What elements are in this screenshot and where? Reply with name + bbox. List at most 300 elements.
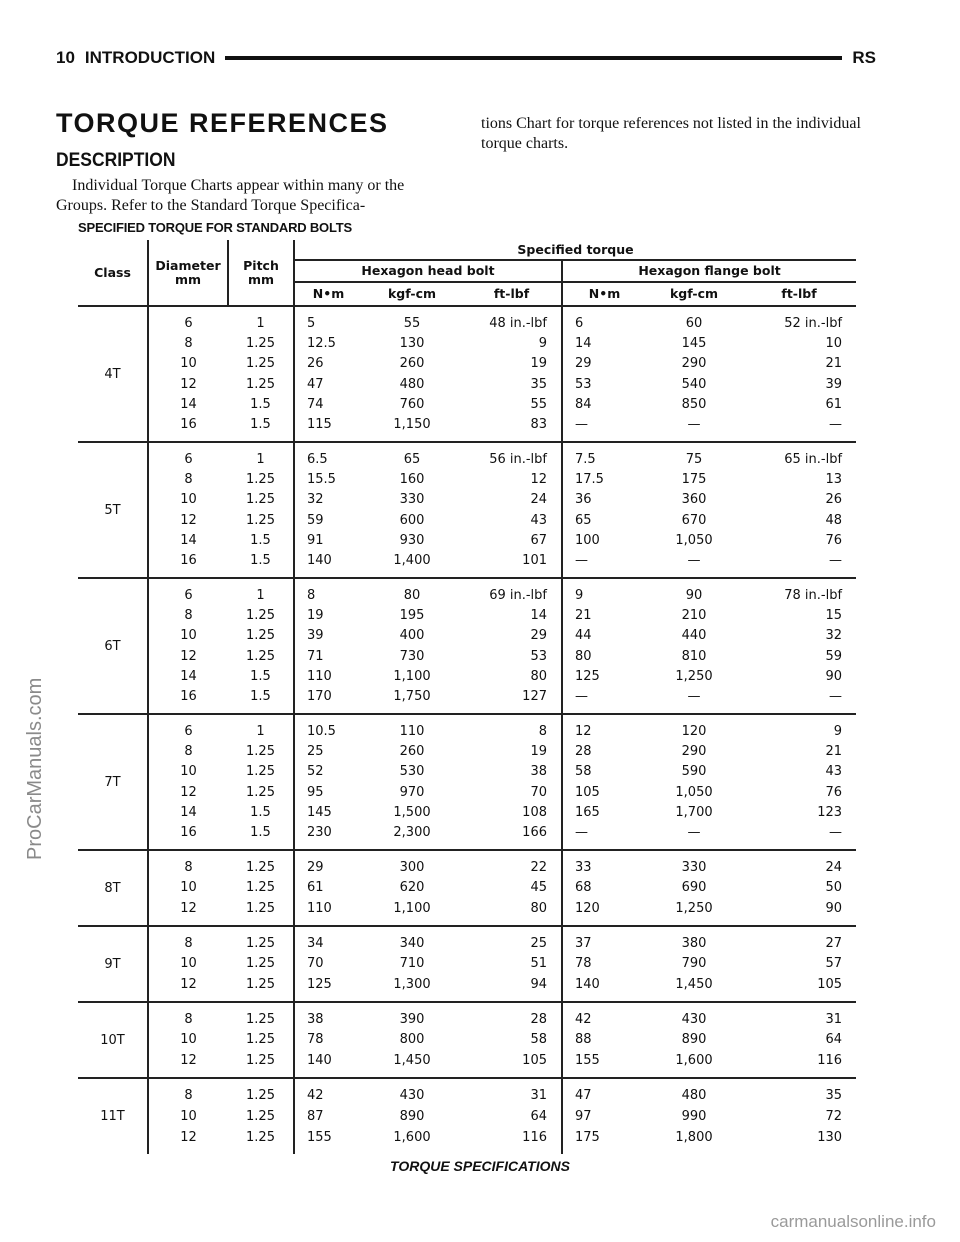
- head-nm-value: 10.5: [307, 723, 336, 739]
- watermark-bottom: carmanualsonline.info: [770, 1212, 936, 1231]
- flange-kgf-value: 90: [685, 587, 703, 603]
- diameter-value: 10: [180, 1032, 197, 1048]
- pitch-value: 1: [256, 587, 265, 603]
- flange-kgf-value: 1,250: [675, 668, 713, 684]
- flange-nm-value: —: [575, 825, 588, 841]
- flange-nm-value: 21: [575, 607, 592, 623]
- head-nm-value: 19: [307, 607, 324, 623]
- flange-nm-value: 14: [575, 335, 592, 351]
- pitch-value: 1.25: [246, 956, 275, 972]
- flange-ftlbf-value: 59: [825, 648, 843, 664]
- flange-kgf-value: 380: [681, 935, 707, 951]
- pitch-value: 1.5: [250, 825, 271, 841]
- head-ftlbf-value: 58: [530, 1032, 547, 1048]
- chart-title: SPECIFIED TORQUE FOR STANDARD BOLTS: [78, 220, 352, 235]
- head-ftlbf-value: 31: [530, 1088, 547, 1103]
- flange-nm-value: 33: [575, 859, 592, 875]
- header-head-nm: N•m: [294, 282, 362, 306]
- flange-ftlbf-value: —: [829, 825, 843, 841]
- flange-kgf-value: 540: [681, 376, 707, 392]
- flange-nm-value: —: [575, 689, 588, 705]
- head-ftlbf-cell: [462, 850, 562, 926]
- head-nm-value: 170: [307, 689, 332, 705]
- torque-class-group: [78, 578, 856, 714]
- flange-kgf-value: 590: [681, 764, 707, 780]
- head-kgf-value: 930: [399, 532, 425, 548]
- diameter-value: 14: [180, 532, 197, 548]
- head-ftlbf-value: 108: [522, 804, 547, 820]
- page-title: TORQUE REFERENCES: [56, 108, 389, 138]
- pitch-value: 1.25: [246, 471, 275, 487]
- head-kgf-value: 530: [399, 764, 425, 780]
- flange-nm-cell: [562, 926, 646, 1002]
- head-kgf-value: 2,300: [393, 825, 431, 841]
- flange-kgf-cell: [646, 1078, 742, 1154]
- flange-kgf-value: 1,250: [675, 901, 713, 917]
- header-hexagon-flange-bolt: Hexagon flange bolt: [562, 260, 856, 282]
- pitch-value: 1.25: [246, 743, 275, 759]
- head-nm-value: 140: [307, 1053, 332, 1069]
- flange-nm-cell: [562, 1002, 646, 1078]
- flange-kgf-cell: [646, 578, 742, 714]
- flange-ftlbf-value: 130: [817, 1130, 843, 1145]
- head-kgf-value: 760: [399, 396, 425, 412]
- head-ftlbf-value: 9: [538, 335, 547, 351]
- pitch-value: 1.5: [250, 668, 271, 684]
- flange-kgf-value: 290: [681, 743, 707, 759]
- head-nm-cell: [294, 1002, 362, 1078]
- head-nm-value: 71: [307, 648, 324, 664]
- diameter-cell: [148, 442, 228, 578]
- flange-ftlbf-value: 9: [833, 723, 843, 739]
- flange-nm-value: 47: [575, 1088, 592, 1103]
- flange-nm-value: 120: [575, 901, 600, 917]
- diameter-value: 8: [184, 1011, 193, 1027]
- flange-nm-value: 105: [575, 784, 600, 800]
- flange-ftlbf-cell: [742, 850, 856, 926]
- head-nm-value: 8: [307, 587, 316, 603]
- pitch-cell: [228, 1078, 294, 1154]
- head-nm-value: 32: [307, 492, 324, 508]
- flange-nm-value: 125: [575, 668, 600, 684]
- flange-nm-value: 44: [575, 628, 592, 644]
- torque-class-group: [78, 714, 856, 850]
- flange-kgf-value: 145: [681, 335, 707, 351]
- head-kgf-cell: [362, 442, 462, 578]
- head-ftlbf-value: 38: [530, 764, 547, 780]
- pitch-value: 1.25: [246, 784, 275, 800]
- head-nm-value: 34: [307, 935, 324, 951]
- head-nm-value: 115: [307, 417, 332, 433]
- head-ftlbf-value: 67: [530, 532, 547, 548]
- flange-ftlbf-value: 26: [825, 492, 843, 508]
- head-kgf-value: 430: [399, 1088, 425, 1103]
- flange-ftlbf-value: 65 in.-lbf: [784, 451, 843, 467]
- torque-class-group: [78, 442, 856, 578]
- head-ftlbf-cell: [462, 714, 562, 850]
- flange-kgf-value: 690: [681, 880, 707, 896]
- flange-nm-value: 88: [575, 1032, 592, 1048]
- pitch-value: 1.25: [246, 977, 275, 993]
- flange-nm-value: 65: [575, 512, 592, 528]
- flange-nm-value: 42: [575, 1011, 592, 1027]
- head-nm-value: 59: [307, 512, 324, 528]
- head-kgf-value: 260: [399, 356, 425, 372]
- diameter-value: 14: [180, 668, 197, 684]
- flange-nm-value: 53: [575, 376, 592, 392]
- head-ftlbf-value: 116: [522, 1130, 547, 1145]
- flange-kgf-value: 1,050: [675, 532, 713, 548]
- header-flange-ftlbf: ft-lbf: [742, 282, 856, 306]
- head-ftlbf-value: 69 in.-lbf: [489, 587, 547, 603]
- head-kgf-value: 1,400: [393, 553, 431, 569]
- flange-kgf-value: 1,700: [675, 804, 713, 820]
- diameter-cell: [148, 850, 228, 926]
- flange-nm-value: 100: [575, 532, 600, 548]
- head-ftlbf-value: 101: [522, 553, 547, 569]
- pitch-value: 1.25: [246, 492, 275, 508]
- flange-kgf-value: 290: [681, 356, 707, 372]
- head-kgf-value: 480: [399, 376, 425, 392]
- diameter-value: 12: [180, 376, 197, 392]
- flange-nm-value: 7.5: [575, 451, 596, 467]
- class-label: 7T: [78, 714, 148, 850]
- diameter-value: 6: [184, 451, 193, 467]
- head-kgf-cell: [362, 714, 462, 850]
- flange-ftlbf-value: 72: [825, 1109, 843, 1124]
- diameter-value: 12: [180, 977, 197, 993]
- head-ftlbf-value: 127: [522, 689, 547, 705]
- head-nm-cell: [294, 850, 362, 926]
- head-kgf-value: 1,150: [393, 417, 431, 433]
- head-ftlbf-value: 53: [530, 648, 547, 664]
- head-ftlbf-value: 48 in.-lbf: [489, 315, 547, 331]
- flange-kgf-value: 1,450: [675, 977, 713, 993]
- head-nm-value: 70: [307, 956, 324, 972]
- head-ftlbf-value: 24: [530, 492, 547, 508]
- head-kgf-value: 400: [399, 628, 425, 644]
- flange-nm-value: 78: [575, 956, 592, 972]
- flange-nm-value: —: [575, 553, 588, 569]
- flange-ftlbf-value: 90: [825, 901, 843, 917]
- flange-ftlbf-value: 21: [825, 356, 843, 372]
- diameter-value: 10: [180, 356, 197, 372]
- class-label: 11T: [78, 1078, 148, 1154]
- header-head-kgf: kgf-cm: [362, 282, 462, 306]
- head-nm-cell: [294, 714, 362, 850]
- flange-nm-cell: [562, 306, 646, 442]
- flange-nm-value: 6: [575, 315, 584, 331]
- head-nm-value: 78: [307, 1032, 324, 1048]
- header-pitch: Pitch mm: [228, 240, 294, 306]
- head-nm-cell: [294, 578, 362, 714]
- diameter-value: 8: [184, 1088, 193, 1103]
- flange-kgf-cell: [646, 442, 742, 578]
- head-ftlbf-value: 25: [530, 935, 547, 951]
- flange-kgf-value: 810: [681, 648, 707, 664]
- flange-ftlbf-value: 24: [825, 859, 843, 875]
- header-diameter: Diameter mm: [148, 240, 228, 306]
- torque-class-group: [78, 850, 856, 926]
- head-nm-value: 42: [307, 1088, 324, 1103]
- flange-kgf-value: 890: [681, 1032, 707, 1048]
- body-paragraph-left: [56, 176, 451, 216]
- flange-ftlbf-cell: [742, 306, 856, 442]
- pitch-cell: [228, 1002, 294, 1078]
- diameter-cell: [148, 926, 228, 1002]
- flange-ftlbf-value: —: [829, 689, 843, 705]
- pitch-value: 1.25: [246, 1109, 275, 1124]
- head-ftlbf-value: 94: [530, 977, 547, 993]
- diameter-value: 8: [184, 607, 193, 623]
- watermark-left-text: ProCarManuals.com: [24, 677, 46, 860]
- flange-nm-value: 37: [575, 935, 592, 951]
- section-title: INTRODUCTION: [84, 48, 216, 67]
- head-ftlbf-value: 56 in.-lbf: [489, 451, 547, 467]
- header-rule: [225, 56, 842, 60]
- pitch-cell: [228, 714, 294, 850]
- flange-ftlbf-value: 116: [817, 1053, 843, 1069]
- pitch-value: 1.5: [250, 396, 271, 412]
- diameter-value: 10: [180, 492, 197, 508]
- flange-kgf-value: 1,600: [675, 1053, 713, 1069]
- section-code: RS: [852, 48, 876, 67]
- head-ftlbf-value: 28: [530, 1011, 547, 1027]
- head-ftlbf-cell: [462, 926, 562, 1002]
- head-nm-cell: [294, 926, 362, 1002]
- head-nm-value: 95: [307, 784, 324, 800]
- diameter-value: 12: [180, 1130, 197, 1145]
- pitch-cell: [228, 926, 294, 1002]
- pitch-value: 1.25: [246, 880, 275, 896]
- head-kgf-value: 300: [399, 859, 425, 875]
- head-nm-value: 15.5: [307, 471, 336, 487]
- pitch-value: 1.25: [246, 356, 275, 372]
- flange-nm-value: 165: [575, 804, 600, 820]
- flange-kgf-value: 1,050: [675, 784, 713, 800]
- head-ftlbf-value: 83: [530, 417, 547, 433]
- head-nm-value: 26: [307, 356, 324, 372]
- head-nm-value: 110: [307, 901, 332, 917]
- head-ftlbf-value: 14: [530, 607, 547, 623]
- head-ftlbf-value: 55: [530, 396, 547, 412]
- diameter-value: 12: [180, 1053, 197, 1069]
- head-kgf-value: 620: [399, 880, 425, 896]
- class-label: 6T: [78, 578, 148, 714]
- flange-ftlbf-value: 31: [825, 1011, 843, 1027]
- head-kgf-value: 1,100: [393, 668, 431, 684]
- torque-table: [78, 240, 856, 1154]
- head-ftlbf-cell: [462, 1002, 562, 1078]
- header-specified-torque: Specified torque: [294, 240, 856, 260]
- head-kgf-value: 710: [399, 956, 425, 972]
- flange-ftlbf-cell: [742, 1002, 856, 1078]
- flange-nm-value: 84: [575, 396, 592, 412]
- head-nm-cell: [294, 306, 362, 442]
- pitch-value: 1.25: [246, 512, 275, 528]
- head-ftlbf-value: 22: [530, 859, 547, 875]
- head-kgf-value: 1,500: [393, 804, 431, 820]
- flange-nm-cell: [562, 1078, 646, 1154]
- flange-ftlbf-value: 15: [825, 607, 843, 623]
- flange-nm-value: 58: [575, 764, 592, 780]
- head-nm-cell: [294, 1078, 362, 1154]
- head-kgf-value: 330: [399, 492, 425, 508]
- flange-nm-value: 68: [575, 880, 592, 896]
- pitch-value: 1.25: [246, 376, 275, 392]
- diameter-value: 16: [180, 825, 197, 841]
- head-kgf-value: 1,100: [393, 901, 431, 917]
- flange-kgf-value: 330: [681, 859, 707, 875]
- head-kgf-value: 1,300: [393, 977, 431, 993]
- pitch-cell: [228, 306, 294, 442]
- page-header: [56, 44, 876, 72]
- flange-nm-cell: [562, 578, 646, 714]
- head-ftlbf-value: 64: [530, 1109, 547, 1124]
- head-kgf-value: 195: [399, 607, 425, 623]
- head-nm-value: 87: [307, 1109, 324, 1124]
- flange-kgf-value: 75: [685, 451, 703, 467]
- head-kgf-cell: [362, 1002, 462, 1078]
- pitch-value: 1.25: [246, 1053, 275, 1069]
- flange-ftlbf-cell: [742, 578, 856, 714]
- head-nm-value: 38: [307, 1011, 324, 1027]
- head-kgf-value: 110: [399, 723, 425, 739]
- head-kgf-value: 260: [399, 743, 425, 759]
- flange-nm-value: 175: [575, 1130, 600, 1145]
- flange-kgf-cell: [646, 306, 742, 442]
- diameter-cell: [148, 578, 228, 714]
- head-kgf-value: 730: [399, 648, 425, 664]
- flange-ftlbf-value: 50: [825, 880, 843, 896]
- head-ftlbf-value: 19: [530, 356, 547, 372]
- flange-ftlbf-value: 39: [825, 376, 843, 392]
- flange-kgf-value: 210: [681, 607, 707, 623]
- flange-kgf-value: 440: [681, 628, 707, 644]
- flange-nm-value: 155: [575, 1053, 600, 1069]
- flange-ftlbf-cell: [742, 1078, 856, 1154]
- flange-nm-value: 97: [575, 1109, 592, 1124]
- header-head-ftlbf: ft-lbf: [462, 282, 562, 306]
- pitch-cell: [228, 850, 294, 926]
- torque-class-group: [78, 1078, 856, 1154]
- torque-table-body: [78, 306, 856, 1154]
- head-ftlbf-value: 166: [522, 825, 547, 841]
- diameter-cell: [148, 306, 228, 442]
- class-label: 10T: [78, 1002, 148, 1078]
- flange-nm-value: 140: [575, 977, 600, 993]
- head-kgf-cell: [362, 926, 462, 1002]
- flange-nm-value: 28: [575, 743, 592, 759]
- diameter-cell: [148, 714, 228, 850]
- head-ftlbf-cell: [462, 1078, 562, 1154]
- header-flange-kgf: kgf-cm: [646, 282, 742, 306]
- pitch-cell: [228, 442, 294, 578]
- flange-ftlbf-value: 76: [825, 784, 843, 800]
- flange-nm-cell: [562, 442, 646, 578]
- diameter-value: 12: [180, 512, 197, 528]
- diameter-value: 10: [180, 1109, 197, 1124]
- diameter-value: 16: [180, 553, 197, 569]
- flange-kgf-value: 480: [681, 1088, 707, 1103]
- flange-ftlbf-value: 90: [825, 668, 843, 684]
- torque-class-group: [78, 306, 856, 442]
- pitch-value: 1: [256, 723, 265, 739]
- head-ftlbf-cell: [462, 306, 562, 442]
- flange-ftlbf-cell: [742, 714, 856, 850]
- flange-ftlbf-cell: [742, 926, 856, 1002]
- flange-nm-value: 9: [575, 587, 584, 603]
- diameter-value: 12: [180, 648, 197, 664]
- head-kgf-value: 80: [403, 587, 421, 603]
- head-ftlbf-value: 35: [530, 376, 547, 392]
- diameter-value: 14: [180, 396, 197, 412]
- head-nm-value: 39: [307, 628, 324, 644]
- head-ftlbf-value: 51: [530, 956, 547, 972]
- flange-ftlbf-value: 123: [817, 804, 843, 820]
- head-kgf-value: 55: [403, 315, 421, 331]
- head-ftlbf-value: 105: [522, 1053, 547, 1069]
- diameter-value: 12: [180, 784, 197, 800]
- pitch-value: 1.5: [250, 532, 271, 548]
- head-kgf-cell: [362, 1078, 462, 1154]
- head-nm-value: 25: [307, 743, 324, 759]
- diameter-cell: [148, 1078, 228, 1154]
- class-label: 8T: [78, 850, 148, 926]
- head-ftlbf-value: 29: [530, 628, 547, 644]
- head-ftlbf-value: 45: [530, 880, 547, 896]
- header-hexagon-head-bolt: Hexagon head bolt: [294, 260, 562, 282]
- flange-ftlbf-value: 32: [825, 628, 843, 644]
- head-nm-cell: [294, 442, 362, 578]
- head-nm-value: 110: [307, 668, 332, 684]
- head-ftlbf-value: 8: [538, 723, 547, 739]
- head-kgf-value: 160: [399, 471, 425, 487]
- head-nm-value: 5: [307, 315, 316, 331]
- flange-ftlbf-value: 35: [825, 1088, 843, 1103]
- pitch-value: 1: [256, 451, 265, 467]
- diameter-value: 8: [184, 743, 193, 759]
- head-kgf-cell: [362, 578, 462, 714]
- diameter-value: 10: [180, 956, 197, 972]
- body-paragraph-right: tions Chart for torque references not listed in the individual torque charts.: [481, 115, 861, 152]
- class-label: 5T: [78, 442, 148, 578]
- head-nm-value: 230: [307, 825, 332, 841]
- header-flange-nm: N•m: [562, 282, 646, 306]
- flange-ftlbf-value: 21: [825, 743, 843, 759]
- pitch-value: 1.5: [250, 689, 271, 705]
- flange-nm-value: 36: [575, 492, 592, 508]
- diameter-value: 8: [184, 471, 193, 487]
- flange-kgf-value: 990: [681, 1109, 707, 1124]
- flange-ftlbf-cell: [742, 442, 856, 578]
- head-nm-value: 155: [307, 1130, 332, 1145]
- flange-ftlbf-value: 52 in.-lbf: [784, 315, 843, 331]
- flange-kgf-value: —: [687, 689, 701, 705]
- torque-class-group: [78, 1002, 856, 1078]
- head-kgf-value: 65: [403, 451, 421, 467]
- head-ftlbf-value: 80: [530, 901, 547, 917]
- head-ftlbf-cell: [462, 442, 562, 578]
- head-nm-value: 91: [307, 532, 324, 548]
- flange-ftlbf-value: 105: [817, 977, 843, 993]
- page-number: 10: [56, 48, 75, 67]
- flange-kgf-value: —: [687, 553, 701, 569]
- flange-nm-value: 12: [575, 723, 592, 739]
- header-class: Class: [78, 240, 148, 306]
- head-kgf-value: 890: [399, 1109, 425, 1124]
- flange-kgf-value: 120: [681, 723, 707, 739]
